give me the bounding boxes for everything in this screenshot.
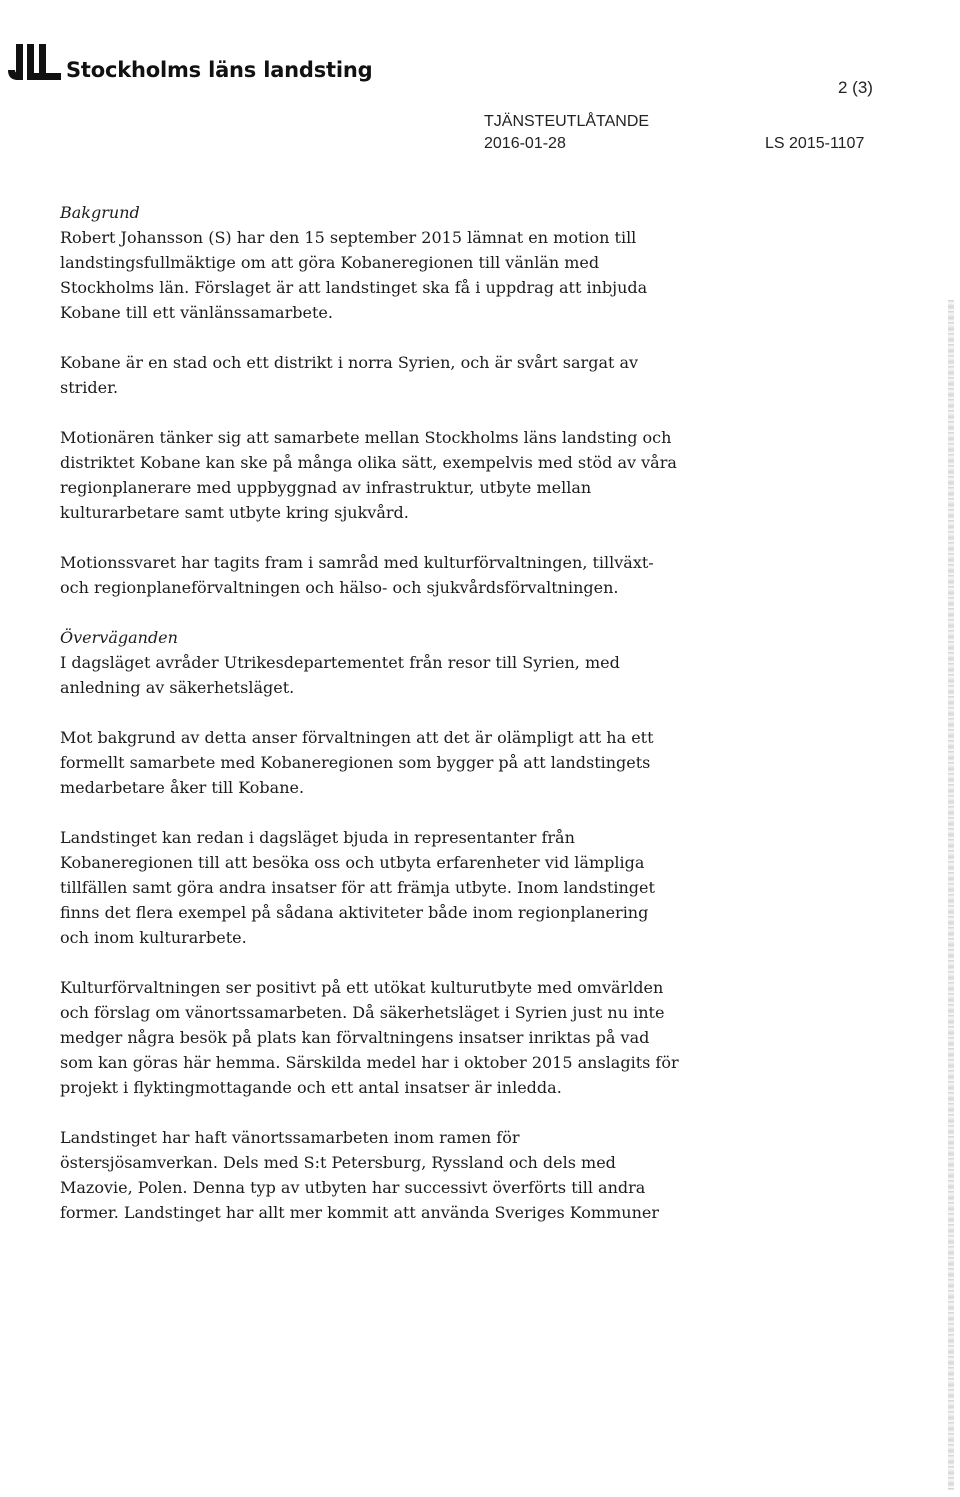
section-heading-bakgrund: Bakgrund bbox=[60, 203, 140, 222]
paragraph-landstinget-kan: Landstinget kan redan i dagsläget bjuda in representanter från Kobaneregionen till att besöka oss och utbyta erfarenheter vid lämpliga tillfällen samt göra andra insatser för att främja utbyte. Inom landstinget finns det flera exempel på sådana aktiviteter både inom regionplanering och inom kulturarbete. bbox=[60, 828, 655, 947]
document-date: 2016-01-28 bbox=[484, 135, 566, 152]
document-body bbox=[60, 200, 740, 1250]
paragraph-utrikesdepartementet: I dagsläget avråder Utrikesdepartementet från resor till Syrien, med anledning av säkerhetsläget. bbox=[60, 653, 620, 697]
paragraph-motionaren: Motionären tänker sig att samarbete mellan Stockholms läns landsting och distriktet Kobane kan ske på många olika sätt, exempelvis med stöd av våra regionplanerare med uppbyggnad av infrastruktur, utbyte mellan kulturarbetare samt utbyte kring sjukvård. bbox=[60, 428, 677, 522]
document-header bbox=[0, 0, 960, 200]
section-heading-overvaganden: Överväganden bbox=[60, 628, 178, 647]
page-number: 2 (3) bbox=[838, 78, 873, 97]
paragraph-motion: Robert Johansson (S) har den 15 september 2015 lämnat en motion till landstingsfullmäktige om att göra Kobaneregionen till vänlän med Stockholms län. Förslaget är att landstinget ska få i uppdrag att inbjuda Kobane till ett vänlänssamarbete. bbox=[60, 228, 648, 322]
paragraph-motionssvaret: Motionssvaret har tagits fram i samråd med kulturförvaltningen, tillväxt- och regionplaneförvaltningen och hälso- och sjukvårdsförvaltningen. bbox=[60, 553, 654, 597]
organization-name: Stockholms läns landsting bbox=[66, 58, 373, 82]
document-reference: LS 2015-1107 bbox=[765, 135, 865, 152]
sll-logo-icon bbox=[6, 40, 64, 82]
paragraph-vanortssamarbeten: Landstinget har haft vänortssamarbeten inom ramen för östersjösamverkan. Dels med S:t Petersburg, Ryssland och dels med Mazovie, Polen. Denna typ av utbyten har successivt överförts till andra former. Landstinget har allt mer kommit att använda Sveriges Kommuner bbox=[60, 1128, 659, 1222]
scan-edge-artifact bbox=[948, 300, 954, 1490]
paragraph-kobane: Kobane är en stad och ett distrikt i norra Syrien, och är svårt sargat av strider. bbox=[60, 353, 639, 397]
paragraph-kulturforvaltningen: Kulturförvaltningen ser positivt på ett utökat kulturutbyte med omvärlden och förslag om vänortssamarbeten. Då säkerhetsläget i Syrien just nu inte medger några besök på plats kan förvaltningens insatser inriktas på vad som kan göras här hemma. Särskilda medel har i oktober 2015 anslagits för projekt i flyktingmottagande och ett antal insatser är inledda. bbox=[60, 978, 679, 1097]
paragraph-mot-bakgrund: Mot bakgrund av detta anser förvaltningen att det är olämpligt att ha ett formellt samarbete med Kobaneregionen som bygger på att landstingets medarbetare åker till Kobane. bbox=[60, 728, 654, 797]
document-type: TJÄNSTEUTLÅTANDE bbox=[484, 113, 650, 130]
